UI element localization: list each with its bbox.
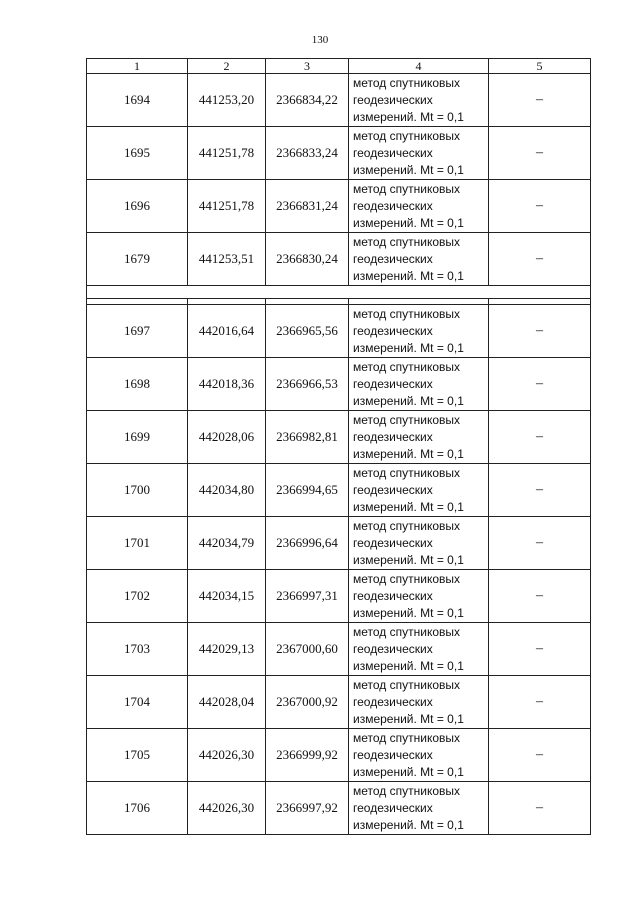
- method-text-line: геодезических: [353, 694, 433, 709]
- method-text-line: метод спутниковых: [353, 465, 461, 480]
- accuracy-cell: –: [489, 74, 591, 127]
- method-text-line: измерений. Mt = 0,1: [353, 764, 464, 779]
- point-number-cell: 1695: [87, 127, 188, 180]
- table-row: [87, 623, 591, 676]
- accuracy-cell: –: [489, 623, 591, 676]
- y-coordinate-cell: 2366833,24: [266, 127, 349, 180]
- y-coordinate-cell: 2366834,22: [266, 74, 349, 127]
- method-text-line: геодезических: [353, 747, 433, 762]
- method-text-line: метод спутниковых: [353, 128, 461, 143]
- x-coordinate-cell: 442016,64: [188, 305, 266, 358]
- table-row: [87, 570, 591, 623]
- accuracy-cell: –: [489, 464, 591, 517]
- point-number-cell: 1679: [87, 233, 188, 286]
- accuracy-cell: –: [489, 127, 591, 180]
- point-number-cell: 1700: [87, 464, 188, 517]
- method-cell: [349, 74, 489, 127]
- table-row: [87, 676, 591, 729]
- method-text-line: метод спутниковых: [353, 518, 461, 533]
- point-number-cell: 1697: [87, 305, 188, 358]
- accuracy-cell: –: [489, 358, 591, 411]
- table-row: [87, 358, 591, 411]
- point-number-cell: 1705: [87, 729, 188, 782]
- column-header: 1: [87, 59, 188, 74]
- method-cell: [349, 729, 489, 782]
- method-text-line: геодезических: [353, 323, 433, 338]
- table-row: [87, 233, 591, 286]
- column-header: 3: [266, 59, 349, 74]
- method-text-line: метод спутниковых: [353, 624, 461, 639]
- method-cell: [349, 358, 489, 411]
- x-coordinate-cell: 442028,04: [188, 676, 266, 729]
- point-number-cell: 1704: [87, 676, 188, 729]
- method-text-line: геодезических: [353, 800, 433, 815]
- method-text-line: геодезических: [353, 145, 433, 160]
- accuracy-cell: –: [489, 676, 591, 729]
- point-number-cell: 1702: [87, 570, 188, 623]
- method-cell: [349, 570, 489, 623]
- y-coordinate-cell: 2366996,64: [266, 517, 349, 570]
- table-row: [87, 127, 591, 180]
- method-cell: [349, 676, 489, 729]
- method-cell: [349, 180, 489, 233]
- x-coordinate-cell: 441251,78: [188, 180, 266, 233]
- method-text-line: измерений. Mt = 0,1: [353, 215, 464, 230]
- method-text-line: геодезических: [353, 251, 433, 266]
- method-text-line: измерений. Mt = 0,1: [353, 658, 464, 673]
- method-text-line: геодезических: [353, 535, 433, 550]
- method-text-line: измерений. Mt = 0,1: [353, 711, 464, 726]
- method-text-line: измерений. Mt = 0,1: [353, 817, 464, 832]
- method-text-line: метод спутниковых: [353, 181, 461, 196]
- method-text-line: метод спутниковых: [353, 783, 461, 798]
- method-text-line: измерений. Mt = 0,1: [353, 393, 464, 408]
- page-number: 130: [311, 34, 329, 46]
- method-cell: [349, 464, 489, 517]
- accuracy-cell: –: [489, 782, 591, 835]
- method-text-line: измерений. Mt = 0,1: [353, 552, 464, 567]
- group-separator-row: [87, 286, 591, 299]
- method-text-line: метод спутниковых: [353, 412, 461, 427]
- y-coordinate-cell: 2366965,56: [266, 305, 349, 358]
- point-number-cell: 1698: [87, 358, 188, 411]
- y-coordinate-cell: 2366999,92: [266, 729, 349, 782]
- method-text-line: измерений. Mt = 0,1: [353, 268, 464, 283]
- method-text-line: измерений. Mt = 0,1: [353, 109, 464, 124]
- method-cell: [349, 233, 489, 286]
- method-text-line: геодезических: [353, 588, 433, 603]
- method-text-line: метод спутниковых: [353, 306, 461, 321]
- method-text-line: метод спутниковых: [353, 359, 461, 374]
- method-text-line: геодезических: [353, 641, 433, 656]
- table-row: [87, 729, 591, 782]
- method-text-line: метод спутниковых: [353, 730, 461, 745]
- accuracy-cell: –: [489, 180, 591, 233]
- method-cell: [349, 517, 489, 570]
- column-header: 2: [188, 59, 266, 74]
- method-text-line: геодезических: [353, 482, 433, 497]
- y-coordinate-cell: 2366831,24: [266, 180, 349, 233]
- y-coordinate-cell: 2366982,81: [266, 411, 349, 464]
- x-coordinate-cell: 442026,30: [188, 729, 266, 782]
- point-number-cell: 1703: [87, 623, 188, 676]
- x-coordinate-cell: 442029,13: [188, 623, 266, 676]
- point-number-cell: 1696: [87, 180, 188, 233]
- x-coordinate-cell: 441253,20: [188, 74, 266, 127]
- method-text-line: геодезических: [353, 198, 433, 213]
- accuracy-cell: –: [489, 305, 591, 358]
- method-text-line: метод спутниковых: [353, 75, 461, 90]
- method-cell: [349, 411, 489, 464]
- table-row: [87, 180, 591, 233]
- column-header: 4: [349, 59, 489, 74]
- method-cell: [349, 127, 489, 180]
- x-coordinate-cell: 442034,80: [188, 464, 266, 517]
- x-coordinate-cell: 442034,15: [188, 570, 266, 623]
- x-coordinate-cell: 442018,36: [188, 358, 266, 411]
- accuracy-cell: –: [489, 729, 591, 782]
- method-text-line: измерений. Mt = 0,1: [353, 605, 464, 620]
- y-coordinate-cell: 2366997,31: [266, 570, 349, 623]
- y-coordinate-cell: 2367000,60: [266, 623, 349, 676]
- table-row: [87, 305, 591, 358]
- method-cell: [349, 623, 489, 676]
- table-row: [87, 464, 591, 517]
- y-coordinate-cell: 2366997,92: [266, 782, 349, 835]
- x-coordinate-cell: 442026,30: [188, 782, 266, 835]
- method-text-line: измерений. Mt = 0,1: [353, 162, 464, 177]
- x-coordinate-cell: 441251,78: [188, 127, 266, 180]
- method-cell: [349, 305, 489, 358]
- accuracy-cell: –: [489, 233, 591, 286]
- column-header: 5: [489, 59, 591, 74]
- method-text-line: измерений. Mt = 0,1: [353, 499, 464, 514]
- method-text-line: измерений. Mt = 0,1: [353, 446, 464, 461]
- point-number-cell: 1694: [87, 74, 188, 127]
- method-text-line: геодезических: [353, 376, 433, 391]
- method-text-line: геодезических: [353, 429, 433, 444]
- table-row: [87, 782, 591, 835]
- accuracy-cell: –: [489, 517, 591, 570]
- point-number-cell: 1699: [87, 411, 188, 464]
- point-number-cell: 1706: [87, 782, 188, 835]
- y-coordinate-cell: 2366966,53: [266, 358, 349, 411]
- accuracy-cell: –: [489, 411, 591, 464]
- table-row: [87, 411, 591, 464]
- method-text-line: метод спутниковых: [353, 234, 461, 249]
- method-text-line: метод спутниковых: [353, 677, 461, 692]
- method-cell: [349, 782, 489, 835]
- y-coordinate-cell: 2367000,92: [266, 676, 349, 729]
- point-number-cell: 1701: [87, 517, 188, 570]
- method-text-line: метод спутниковых: [353, 571, 461, 586]
- y-coordinate-cell: 2366830,24: [266, 233, 349, 286]
- x-coordinate-cell: 442034,79: [188, 517, 266, 570]
- y-coordinate-cell: 2366994,65: [266, 464, 349, 517]
- table-header-row: [87, 59, 591, 74]
- group-separator-cell: [87, 286, 591, 299]
- x-coordinate-cell: 442028,06: [188, 411, 266, 464]
- table-row: [87, 517, 591, 570]
- table-row: [87, 74, 591, 127]
- accuracy-cell: –: [489, 570, 591, 623]
- coordinates-table: [86, 58, 591, 835]
- method-text-line: геодезических: [353, 92, 433, 107]
- method-text-line: измерений. Mt = 0,1: [353, 340, 464, 355]
- x-coordinate-cell: 441253,51: [188, 233, 266, 286]
